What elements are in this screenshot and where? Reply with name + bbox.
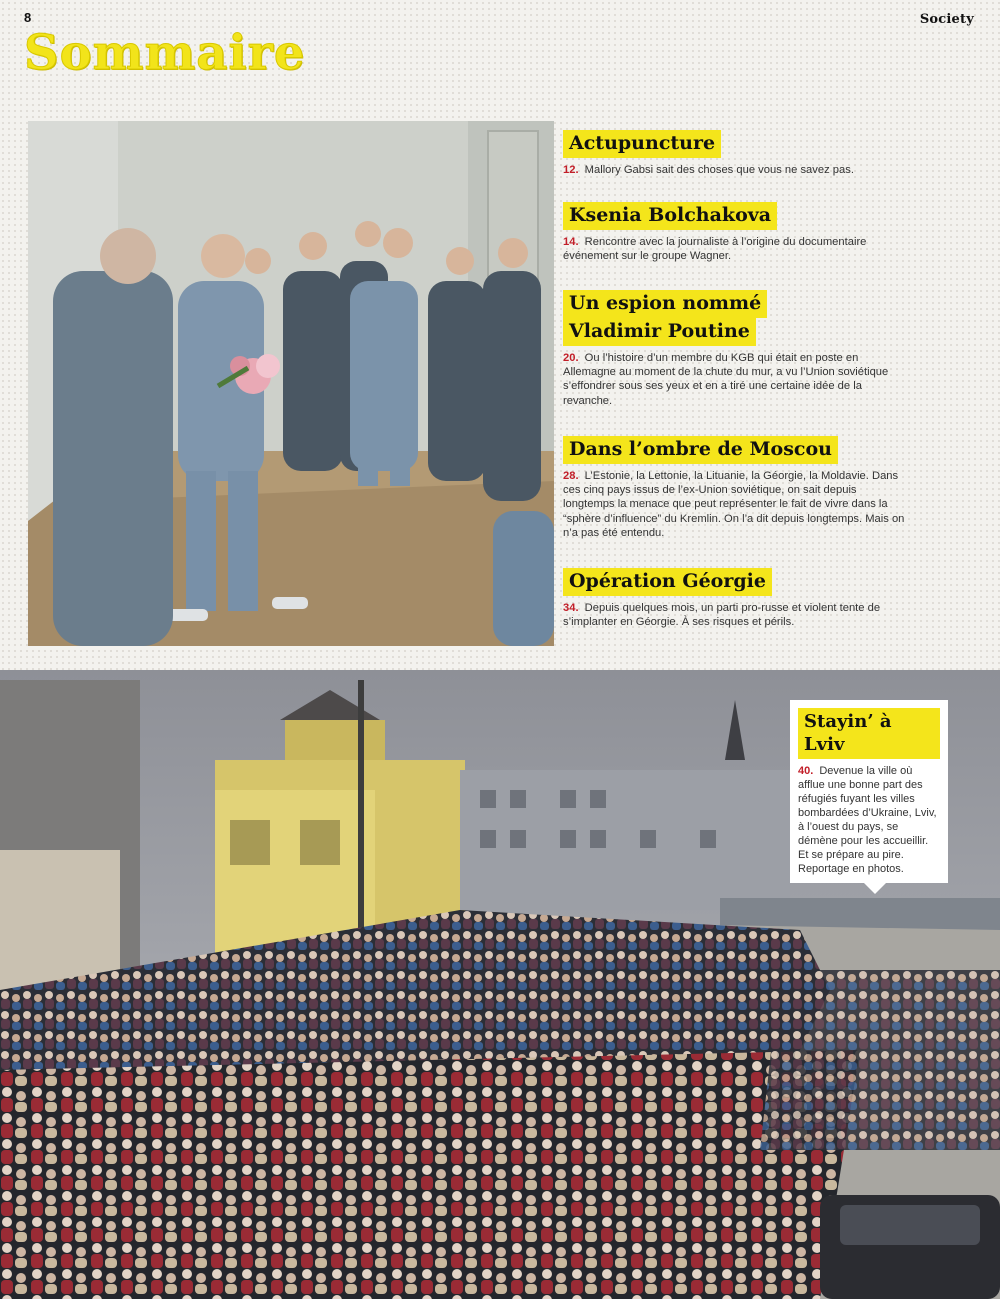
feature-callout-lviv[interactable] [790, 700, 948, 883]
toc-heading [563, 290, 767, 346]
toc-summary [563, 235, 908, 263]
toc-description: Mallory Gabsi sait des choses que vous ne savez pas. [584, 164, 854, 176]
toc-page-number: 12. [563, 164, 579, 176]
toc-heading: Opération Géorgie [563, 568, 772, 596]
toc-description: L’Estonie, la Lettonie, la Lituanie, la Géorgie, la Moldavie. Dans ces cinq pays issus de l’ex-Union soviétique, on sait depuis longtemps la menace que peut représenter le fait de vivre dans la “sphère d’influence” du Kremlin. On l’a dit depuis longtemps. Mais on n’a pas été entendu. [563, 470, 905, 539]
feature-heading: Stayin’ à Lviv [798, 708, 940, 759]
section-title: Sommaire [24, 25, 306, 81]
toc-page-number: 20. [563, 352, 579, 364]
toc-page-number: 34. [563, 602, 579, 614]
toc-summary [563, 469, 908, 540]
toc-description: Depuis quelques mois, un parti pro-russe et violent tente de s’implanter en Géorgie. À ses risques et périls. [563, 602, 881, 629]
toc-entry-ombre-moscou[interactable] [563, 436, 908, 540]
toc-heading: Dans l’ombre de Moscou [563, 436, 838, 464]
page-number: 8 [24, 10, 32, 25]
toc-summary [563, 351, 908, 408]
toc-heading-line: Un espion nommé [563, 290, 767, 318]
toc-heading: Ksenia Bolchakova [563, 202, 777, 230]
reception-photo [28, 121, 554, 646]
toc-entry-actupuncture[interactable] [563, 130, 908, 177]
toc-summary [563, 163, 908, 177]
toc-entry-espion-poutine[interactable] [563, 290, 908, 408]
toc-summary [563, 601, 908, 629]
toc-entry-operation-georgie[interactable] [563, 568, 908, 629]
toc-description: Ou l’histoire d’un membre du KGB qui était en poste en Allemagne au moment de la chute du mur, a vu l’Union soviétique s’effondrer sous ses yeux et en a tiré une certaine idée de la revanche. [563, 352, 889, 407]
toc-page-number: 14. [563, 236, 579, 248]
feature-description: Devenue la ville où afflue une bonne part des réfugiés fuyant les villes bombardées d’Ukraine, Lviv, à l’ouest du pays, se démène pour les accueillir. Et se prépare au pire. Reportage en photos. [798, 765, 937, 875]
toc-entry-ksenia-bolchakova[interactable] [563, 202, 908, 263]
feature-page-number: 40. [798, 765, 814, 777]
toc-description: Rencontre avec la journaliste à l’origine du documentaire événement sur le groupe Wagner. [563, 236, 867, 263]
toc-heading-line: Vladimir Poutine [563, 318, 756, 346]
magazine-name: Society [919, 12, 974, 27]
feature-summary [798, 764, 940, 876]
toc-page-number: 28. [563, 470, 579, 482]
toc-heading: Actupuncture [563, 130, 721, 158]
